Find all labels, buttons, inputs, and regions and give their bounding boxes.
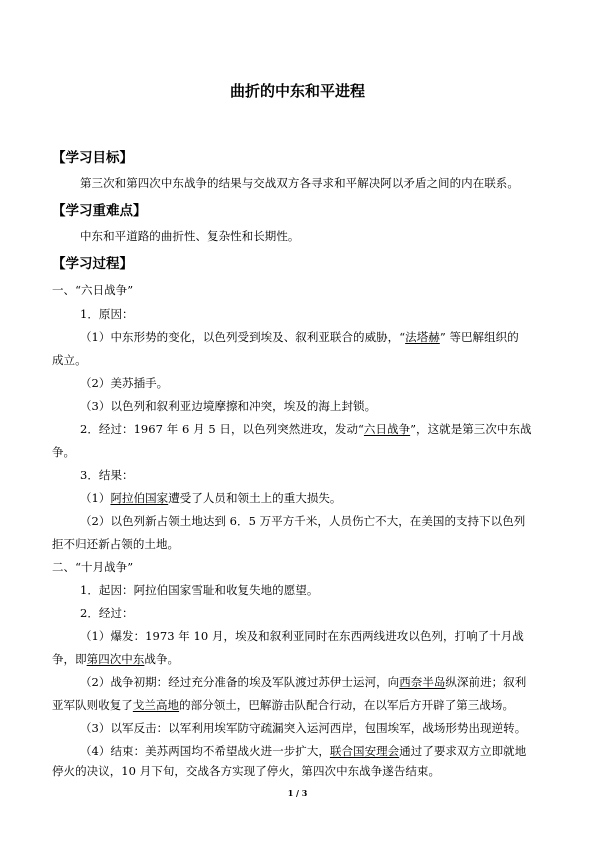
- link-sinai-peninsula[interactable]: 西奈半岛: [399, 675, 446, 689]
- part2-process: 2．经过：: [80, 606, 134, 620]
- part2-step1-line2: 争，即第四次中东战争。: [52, 652, 180, 666]
- heading-key-points: 【学习重难点】: [52, 203, 147, 219]
- link-arab-countries[interactable]: 阿拉伯国家: [110, 491, 169, 505]
- link-fourth-middle-east[interactable]: 第四次中东: [86, 652, 145, 666]
- part2-title: 二、“十月战争”: [52, 560, 134, 574]
- part1-process-line1: 2．经过：1967 年 6 月 5 日，以色列突然进攻，发动“六日战争”，这就是第三次中东战: [80, 422, 532, 436]
- learning-goals-text: 第三次和第四次中东战争的结果与交战双方各寻求和平解决阿以矛盾之间的内在联系。: [80, 176, 519, 190]
- part1-result-2-line2: 拒不归还新占领的土地。: [52, 537, 180, 551]
- link-six-day-war[interactable]: 六日战争: [363, 422, 411, 436]
- part2-cause: 1．起因：阿拉伯国家雪耻和收复失地的愿望。: [80, 583, 319, 597]
- page-title: 曲折的中东和平进程: [229, 82, 365, 100]
- link-golan-heights[interactable]: 戈兰高地: [132, 698, 180, 712]
- part1-process-line2: 争。: [52, 445, 76, 459]
- part1-result-1: （1）阿拉伯国家遭受了人员和领土上的重大损失。: [80, 491, 342, 505]
- part2-step4-line1: （4）结束：美苏两国均不希望战火进一步扩大，联合国安理会通过了要求双方立即就地: [80, 744, 527, 758]
- part1-cause-1-line2: 成立。: [52, 353, 87, 367]
- part2-step2-line1: （2）战争初期：经过充分准备的埃及军队渡过苏伊士运河，向西奈半岛纵深前进；叙利: [80, 675, 527, 689]
- part1-cause: 1．原因：: [80, 307, 134, 321]
- link-fatah[interactable]: 法塔赫: [405, 330, 440, 344]
- part2-step2-line2: 亚军队则收复了戈兰高地的部分领土，巴解游击队配合行动，在以军后方开辟了第三战场。: [52, 698, 515, 712]
- part2-step4-line2: 停火的决议，10 月下旬，交战各方实现了停火，第四次中东战争遂告结束。: [52, 764, 441, 778]
- part1-cause-2: （2）美苏插手。: [80, 376, 169, 390]
- heading-learning-process: 【学习过程】: [52, 256, 133, 272]
- part2-step3: （3）以军反击：以军利用埃军防守疏漏突入运河西岸，包围埃军，战场形势出现逆转。: [80, 721, 527, 735]
- part1-title: 一、“六日战争”: [52, 283, 134, 297]
- part2-step1-line1: （1）爆发：1973 年 10 月，埃及和叙利亚同时在东西两线进攻以色列，打响了十月战: [80, 629, 524, 643]
- part1-result: 3．结果：: [80, 468, 134, 482]
- link-un-security-council[interactable]: 联合国安理会: [329, 744, 400, 758]
- part1-cause-3: （3）以色列和叙利亚边境摩擦和冲突，埃及的海上封锁。: [80, 399, 377, 413]
- page-number: 1 / 3: [287, 788, 308, 798]
- part1-cause-1-line1: （1）中东形势的变化，以色列受到埃及、叙利亚联合的威胁，“法塔赫” 等巴解组织的: [80, 330, 519, 344]
- part1-result-2-line1: （2）以色列新占领土地达到 6．5 万平方千米，人员伤亡不大，在美国的支持下以色列: [80, 514, 526, 528]
- key-points-text: 中东和平道路的曲折性、复杂性和长期性。: [80, 229, 300, 243]
- heading-learning-goals: 【学习目标】: [52, 150, 133, 166]
